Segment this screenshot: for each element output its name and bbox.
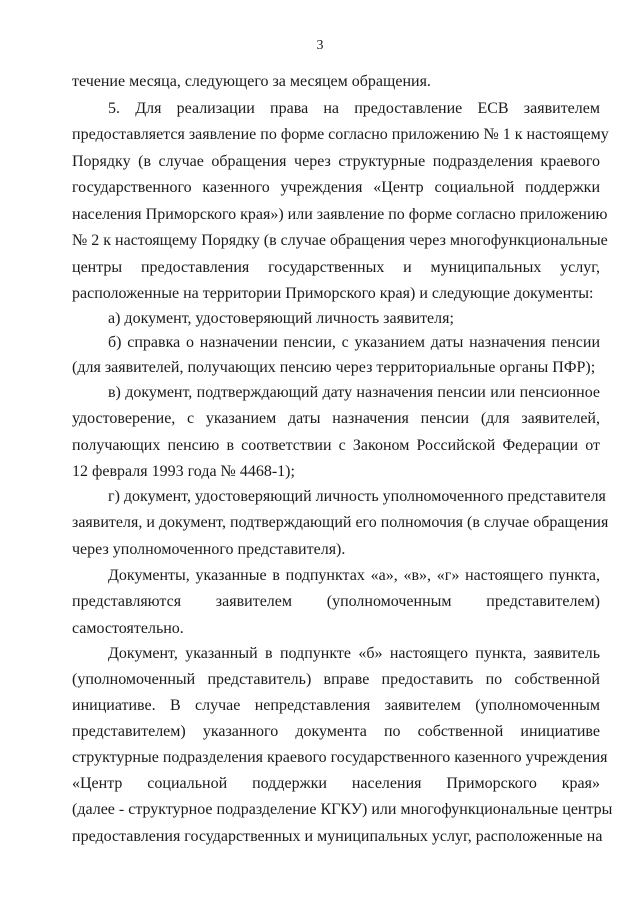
text-line: удостоверение, с указанием даты назначения пенсии (для заявителей,	[72, 410, 600, 427]
text-line: получающих пенсию в соответствии с Законом Российской Федерации от	[72, 437, 600, 454]
text-line: предоставляется заявление по форме согласно приложению № 1 к настоящему	[72, 126, 609, 143]
text-line: а) документ, удостоверяющий личность заявителя;	[108, 310, 454, 327]
text-line: 12 февраля 1993 года № 4468-1);	[72, 463, 295, 480]
text-line: представителем) указанного документа по собственной инициативе	[72, 723, 600, 740]
page-number: 3	[316, 38, 324, 53]
text-line: структурные подразделения краевого государственного казенного учреждения	[72, 749, 608, 766]
text-line: расположенные на территории Приморского края) и следующие документы:	[72, 285, 594, 302]
text-line: через уполномоченного представителя).	[72, 541, 346, 558]
text-line: (уполномоченный представитель) вправе предоставить по собственной	[72, 671, 600, 688]
text-line: г) документ, удостоверяющий личность уполномоченного представителя	[108, 488, 606, 505]
text-line: Порядку (в случае обращения через структурные подразделения краевого	[72, 153, 600, 170]
text-line: населения Приморского края») или заявление по форме согласно приложению	[72, 206, 608, 223]
text-line: б) справка о назначении пенсии, с указанием даты назначения пенсии	[108, 334, 600, 351]
text-line: Документы, указанные в подпунктах «а», «в», «г» настоящего пункта,	[108, 567, 600, 584]
text-line: центры предоставления государственных и муниципальных услуг,	[72, 259, 600, 276]
text-line: предоставления государственных и муниципальных услуг, расположенные на	[72, 828, 603, 845]
text-line: заявителя, и документ, подтверждающий его полномочия (в случае обращения	[72, 514, 609, 531]
text-line: самостоятельно.	[72, 620, 184, 637]
text-line: № 2 к настоящему Порядку (в случае обращения через многофункциональные	[72, 232, 608, 249]
text-line: (для заявителей, получающих пенсию через территориальные органы ПФР);	[72, 359, 596, 376]
text-line: инициативе. В случае непредставления заявителем (уполномоченным	[72, 697, 600, 714]
text-line: в) документ, подтверждающий дату назначения пенсии или пенсионное	[108, 384, 600, 401]
text-line: государственного казенного учреждения «Центр социальной поддержки	[72, 179, 600, 196]
text-line: (далее - структурное подразделение КГКУ) или многофункциональные центры	[72, 801, 613, 818]
text-line: представляются заявителем (уполномоченным представителем)	[72, 593, 600, 610]
text-line: 5. Для реализации права на предоставление ЕСВ заявителем	[108, 100, 600, 117]
text-line: течение месяца, следующего за месяцем обращения.	[72, 73, 431, 90]
text-line: Документ, указанный в подпункте «б» настоящего пункта, заявитель	[108, 645, 600, 662]
text-line: «Центр социальной поддержки населения Приморского края»	[72, 775, 600, 792]
